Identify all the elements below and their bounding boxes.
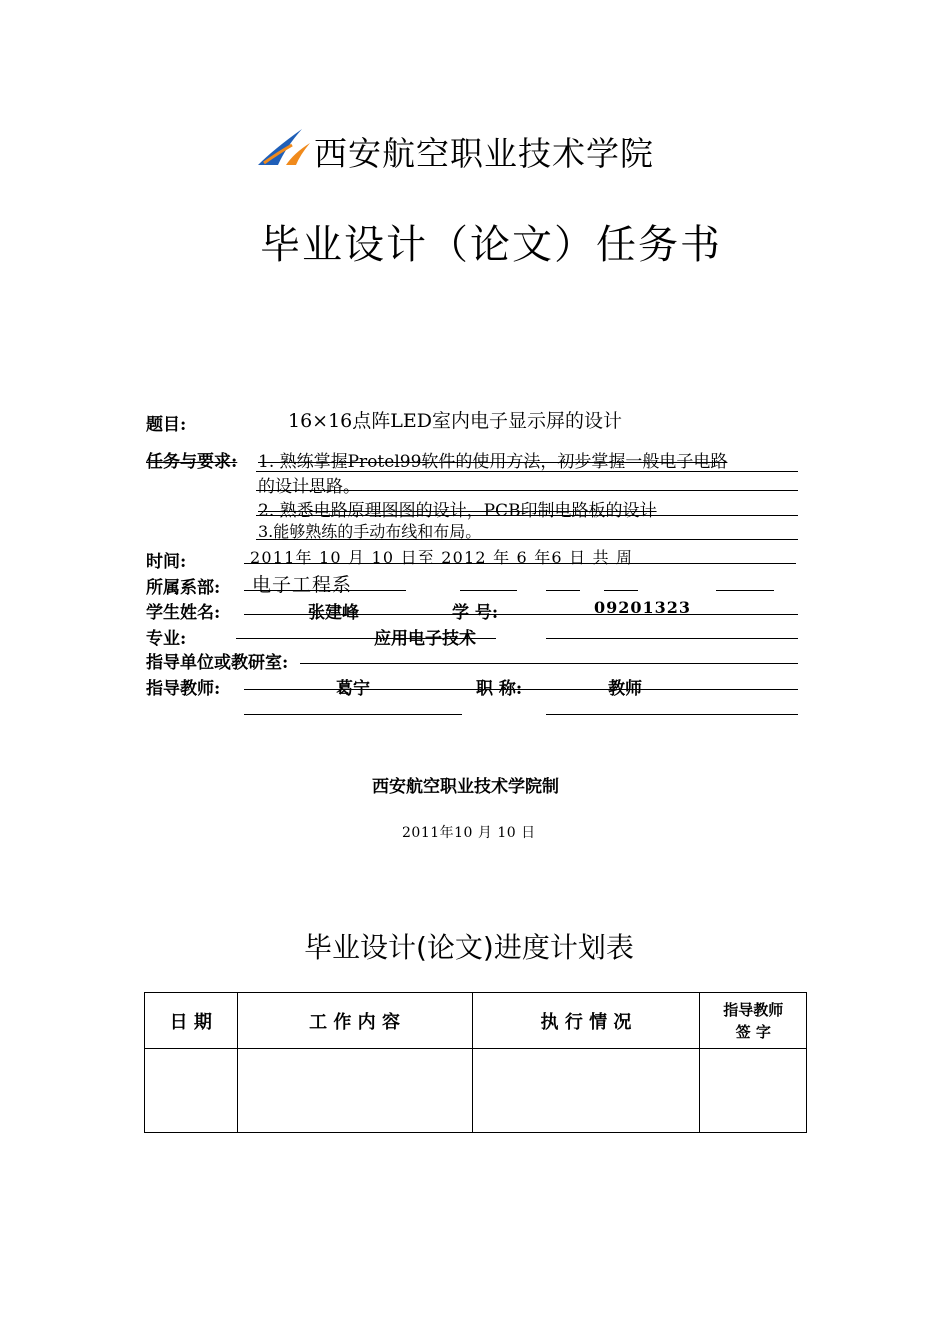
task-line-1: 1. 熟练掌握Protel99软件的使用方法，初步掌握一般电子电路 xyxy=(258,452,728,472)
school-name: 西安航空职业技术学院 xyxy=(314,134,654,173)
blank-underline-2 xyxy=(546,714,798,715)
plan-title: 毕业设计(论文)进度计划表 xyxy=(304,931,634,964)
advisor-title-value: 教师 xyxy=(608,679,642,699)
department-underline-3 xyxy=(546,590,580,591)
student-name-label: 学生姓名: xyxy=(146,603,221,623)
school-logo xyxy=(256,127,312,167)
task-line-2: 的设计思路。 xyxy=(258,477,360,497)
unit-label: 指导单位或教研室: xyxy=(146,653,289,673)
department-underline-5 xyxy=(716,590,774,591)
topic-value: 16×16点阵LED室内电子显示屏的设计 xyxy=(288,410,622,432)
task-line-4: 3.能够熟练的手动布线和布局。 xyxy=(258,522,482,541)
time-underline xyxy=(244,563,796,564)
department-underline-2 xyxy=(460,590,517,591)
unit-underline xyxy=(300,663,798,664)
time-value: 2011年 10 月 10 日至 2012 年 6 年6 日 共 周 xyxy=(250,548,634,567)
time-label: 时间: xyxy=(146,552,187,572)
col-status-header: 执 行 情 况 xyxy=(472,993,700,1049)
col-content-header: 工 作 内 容 xyxy=(237,993,472,1049)
major-underline-1 xyxy=(236,638,496,639)
cell-sign xyxy=(700,1049,807,1133)
advisor-value: 葛宁 xyxy=(336,679,370,699)
table-row xyxy=(145,1049,807,1133)
topic-label: 题目: xyxy=(146,415,187,435)
plan-table xyxy=(144,992,807,1133)
student-id-label: 学 号: xyxy=(452,603,499,623)
department-underline-4 xyxy=(604,590,638,591)
department-underline-1 xyxy=(244,590,406,591)
student-name-value: 张建峰 xyxy=(308,603,359,623)
major-label: 专业: xyxy=(146,629,187,649)
major-underline-2 xyxy=(546,638,798,639)
col-date-header: 日 期 xyxy=(145,993,238,1049)
advisor-underline xyxy=(244,689,798,690)
blank-underline-1 xyxy=(244,714,462,715)
advisor-title-label: 职 称: xyxy=(476,679,523,699)
task-underline-4 xyxy=(256,539,798,540)
student-underline xyxy=(244,614,798,615)
task-line-3: 2. 熟悉电路原理图图的设计，PCB印制电路板的设计 xyxy=(258,501,657,521)
advisor-label: 指导教师: xyxy=(146,679,221,699)
issuer: 西安航空职业技术学院制 xyxy=(372,777,559,797)
cell-status xyxy=(472,1049,700,1133)
task-label: 任务与要求: xyxy=(146,452,238,472)
col-sign-header xyxy=(700,993,807,1049)
department-value: 电子工程系 xyxy=(252,574,353,596)
col-sign-line-1: 指导教师 xyxy=(723,1000,784,1019)
student-id-value: 09201323 xyxy=(594,598,692,617)
issue-date: 2011年10 月 10 日 xyxy=(402,825,536,841)
department-label: 所属系部: xyxy=(146,578,221,598)
task-underline-2 xyxy=(256,490,798,491)
cell-date xyxy=(145,1049,238,1133)
major-value: 应用电子技术 xyxy=(374,629,476,649)
document-title: 毕业设计（论文）任务书 xyxy=(260,222,722,268)
task-underline-3 xyxy=(256,515,798,516)
cell-content xyxy=(237,1049,472,1133)
col-sign-line-2: 签 字 xyxy=(735,1022,771,1041)
